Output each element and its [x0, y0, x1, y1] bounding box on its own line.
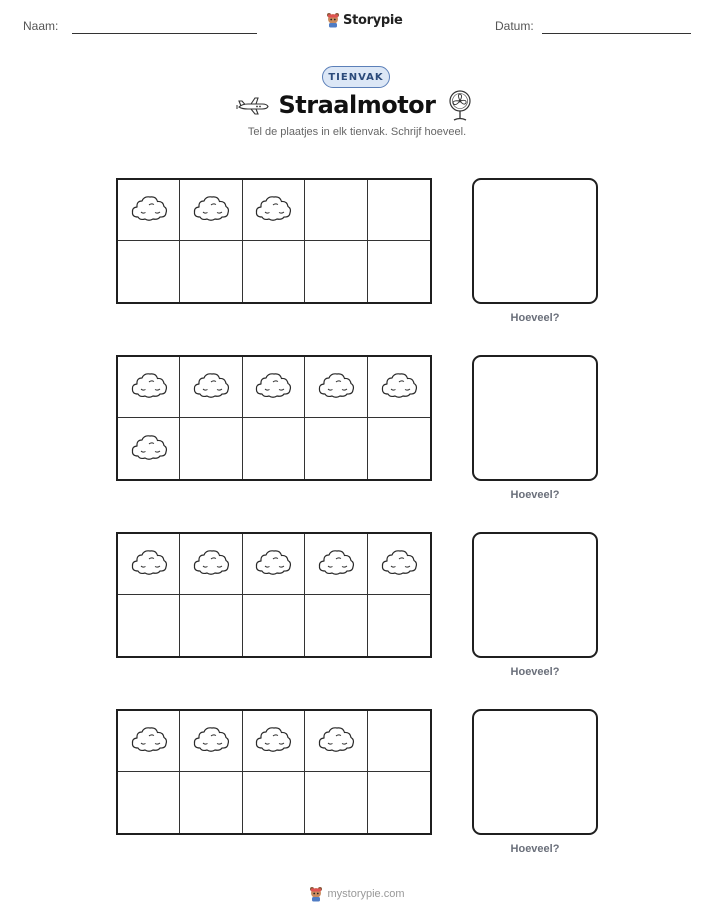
ten-frame-cell	[305, 534, 367, 595]
ten-frame-cell	[368, 418, 430, 479]
cloud-icon	[253, 370, 293, 404]
answer-box[interactable]	[472, 178, 598, 304]
ten-frame-cell	[180, 357, 242, 418]
date-label: Datum:	[495, 19, 534, 33]
name-label: Naam:	[23, 19, 59, 33]
ten-frame-cell	[368, 180, 430, 241]
ten-frame-cell	[180, 595, 242, 656]
ten-frame-cell	[118, 418, 180, 479]
ten-frame-cell	[118, 595, 180, 656]
ten-frame-cell	[368, 711, 430, 772]
cloud-icon	[316, 547, 356, 581]
date-line[interactable]	[542, 33, 691, 34]
cloud-icon	[129, 432, 169, 466]
answer-box[interactable]	[472, 709, 598, 835]
ten-frame-cell	[305, 180, 367, 241]
answer-box[interactable]	[472, 355, 598, 481]
ten-frame	[116, 532, 432, 658]
cloud-icon	[129, 370, 169, 404]
ten-frame-cell	[243, 180, 305, 241]
ten-frame-cell	[180, 772, 242, 833]
cloud-icon	[191, 193, 231, 227]
ten-frame-cell	[118, 241, 180, 302]
ten-frame-cell	[368, 595, 430, 656]
ten-frame-cell	[243, 772, 305, 833]
ten-frame-cell	[368, 241, 430, 302]
answer-label: Hoeveel?	[510, 843, 560, 855]
storypie-mascot-icon	[309, 886, 323, 902]
brand-logo	[326, 12, 403, 28]
ten-frame-cell	[305, 418, 367, 479]
cloud-icon	[379, 370, 419, 404]
ten-frame-cell	[180, 534, 242, 595]
airplane-icon	[236, 96, 270, 116]
answer-label: Hoeveel?	[510, 312, 560, 324]
brand-name: Storypie	[343, 12, 403, 28]
ten-frame-cell	[305, 241, 367, 302]
ten-frame-cell	[118, 711, 180, 772]
ten-frame-cell	[180, 180, 242, 241]
ten-frame-cell	[305, 772, 367, 833]
name-line[interactable]	[72, 33, 257, 34]
cloud-icon	[191, 724, 231, 758]
cloud-icon	[253, 547, 293, 581]
ten-frame-cell	[118, 180, 180, 241]
cloud-icon	[316, 370, 356, 404]
ten-frame-cell	[118, 772, 180, 833]
ten-frame	[116, 355, 432, 481]
footer-url: mystorypie.com	[327, 888, 405, 900]
answer-label: Hoeveel?	[510, 666, 560, 678]
ten-frame-cell	[118, 357, 180, 418]
instructions: Tel de plaatjes in elk tienvak. Schrijf hoeveel.	[247, 126, 467, 138]
cloud-icon	[316, 724, 356, 758]
fan-icon	[447, 90, 473, 122]
cloud-icon	[253, 724, 293, 758]
worksheet-type-badge: TIENVAK	[322, 66, 390, 88]
ten-frame-cell	[118, 534, 180, 595]
answer-box[interactable]	[472, 532, 598, 658]
footer	[0, 886, 714, 902]
storypie-mascot-icon	[326, 12, 340, 28]
ten-frame-cell	[243, 534, 305, 595]
ten-frame-cell	[243, 241, 305, 302]
ten-frame-cell	[243, 418, 305, 479]
cloud-icon	[191, 547, 231, 581]
ten-frame-cell	[180, 418, 242, 479]
page-title: Straalmotor	[278, 91, 436, 119]
cloud-icon	[129, 547, 169, 581]
ten-frame	[116, 178, 432, 304]
answer-label: Hoeveel?	[510, 489, 560, 501]
ten-frame-cell	[305, 595, 367, 656]
ten-frame-cell	[305, 357, 367, 418]
cloud-icon	[129, 193, 169, 227]
ten-frame-cell	[368, 534, 430, 595]
ten-frame-cell	[368, 357, 430, 418]
ten-frame	[116, 709, 432, 835]
ten-frame-cell	[243, 711, 305, 772]
cloud-icon	[191, 370, 231, 404]
cloud-icon	[253, 193, 293, 227]
ten-frame-cell	[305, 711, 367, 772]
ten-frame-cell	[180, 241, 242, 302]
ten-frame-cell	[180, 711, 242, 772]
ten-frame-cell	[368, 772, 430, 833]
cloud-icon	[129, 724, 169, 758]
ten-frame-cell	[243, 595, 305, 656]
ten-frame-cell	[243, 357, 305, 418]
cloud-icon	[379, 547, 419, 581]
